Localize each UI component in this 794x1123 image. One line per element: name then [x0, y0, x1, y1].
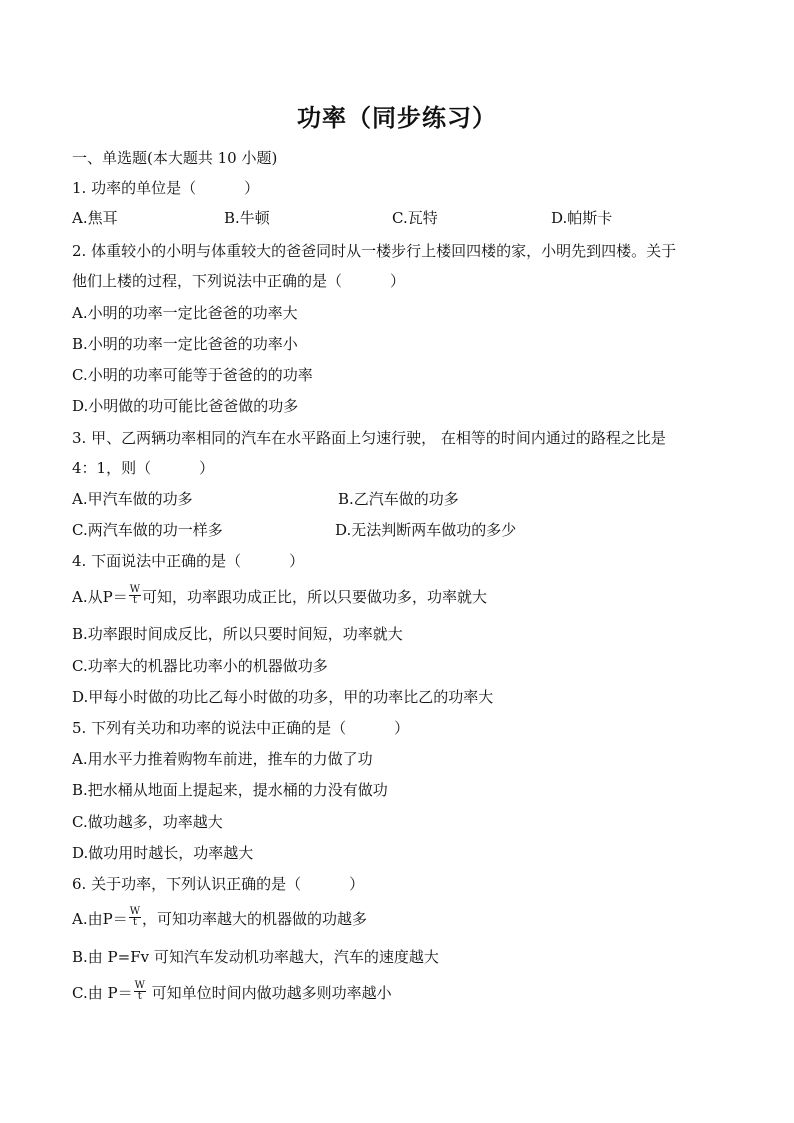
question-6-option-b: B.由 P=Fv 可知汽车发动机功率越大，汽车的速度越大 [72, 948, 439, 966]
fraction-w-over-t: $\frac{W}{t}$ [134, 979, 145, 1002]
question-5-option-a: A.用水平力推着购物车前进，推车的力做了功 [72, 750, 373, 768]
question-4-option-d: D.甲每小时做的功比乙每小时做的功多，甲的功率比乙的功率大 [72, 688, 494, 706]
question-4-option-c: C.功率大的机器比功率小的机器做功多 [72, 657, 328, 675]
question-3-option-d: D.无法判断两车做功的多少 [335, 521, 517, 539]
question-5-option-c: C.做功越多，功率越大 [72, 813, 223, 831]
question-1-option-b: B.牛顿 [224, 209, 270, 227]
section-heading: 一、单选题(本大题共 10 小题) [72, 149, 278, 167]
question-5-option-d: D.做功用时越长，功率越大 [72, 844, 254, 862]
question-1-option-c: C.瓦特 [392, 209, 438, 227]
question-3-option-a: A.甲汽车做的功多 [72, 490, 193, 508]
fraction-w-over-t: $\frac{W}{t}$ [129, 905, 140, 928]
question-4-stem: 4. 下面说法中正确的是（ ） [72, 552, 305, 570]
question-6-stem: 6. 关于功率，下列认识正确的是（ ） [72, 875, 365, 893]
question-3-option-b: B.乙汽车做的功多 [338, 490, 459, 508]
question-5-option-b: B.把水桶从地面上提起来，提水桶的力没有做功 [72, 781, 388, 799]
question-6-option-a: A.由P＝ $\frac{W}{t}$ ，可知功率越大的机器做的功越多 [72, 905, 367, 928]
question-1-option-d: D.帕斯卡 [551, 209, 613, 227]
question-2-option-d: D.小明做的功可能比爸爸做的功多 [72, 397, 299, 415]
fraction-w-over-t: $\frac{W}{t}$ [129, 583, 140, 606]
question-1-option-a: A.焦耳 [72, 209, 118, 227]
question-3-option-c: C.两汽车做的功一样多 [72, 521, 223, 539]
page-title: 功率（同步练习） [297, 104, 497, 132]
question-2-stem-line1: 2. 体重较小的小明与体重较大的爸爸同时从一楼步行上楼回四楼的家，小明先到四楼。关于 [72, 242, 677, 260]
question-6-option-c: C.由 P＝ $\frac{W}{t}$ 可知单位时间内做功越多则功率越小 [72, 979, 392, 1002]
question-2-stem-line2: 他们上楼的过程，下列说法中正确的是（ ） [72, 272, 406, 290]
question-4-option-b: B.功率跟时间成反比，所以只要时间短，功率就大 [72, 625, 403, 643]
question-2-option-b: B.小明的功率一定比爸爸的功率小 [72, 335, 298, 353]
question-2-option-a: A.小明的功率一定比爸爸的功率大 [72, 304, 298, 322]
question-1-stem: 1. 功率的单位是（ ） [72, 179, 260, 197]
question-3-stem-line1: 3. 甲、乙两辆功率相同的汽车在水平路面上匀速行驶， 在相等的时间内通过的路程之比是 [72, 429, 666, 447]
question-4-option-a: A.从P＝ $\frac{W}{t}$ 可知，功率跟功成正比，所以只要做功多，功率就大 [72, 583, 487, 606]
question-5-stem: 5. 下列有关功和功率的说法中正确的是（ ） [72, 719, 410, 737]
question-2-option-c: C.小明的功率可能等于爸爸的的功率 [72, 366, 313, 384]
question-3-stem-line2: 4：1，则（ ） [72, 459, 215, 477]
